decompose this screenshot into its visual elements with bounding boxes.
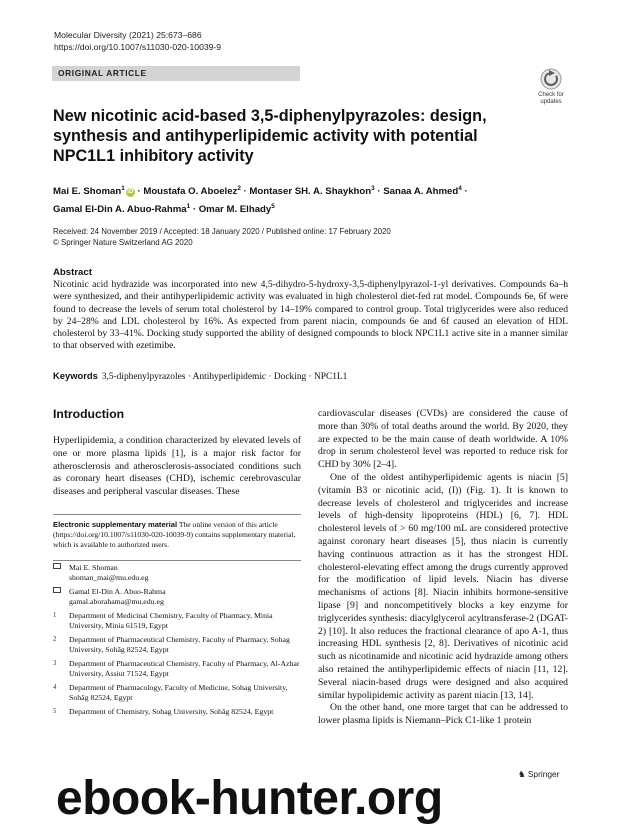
journal-header <box>54 29 221 53</box>
affiliation-entry <box>53 659 301 679</box>
author-affiliation-mark: 1 <box>121 185 125 192</box>
intro-column-right <box>318 408 568 728</box>
footnote-divider <box>53 514 301 515</box>
author-name[interactable]: Sanaa A. Ahmed <box>383 186 459 198</box>
keywords-text: 3,5-diphenylpyrazoles · Antihyperlipidemic · Docking · NPC1L1 <box>101 372 348 382</box>
author-name[interactable]: Omar M. Elhady <box>198 204 272 216</box>
springer-horse-icon: ♞ <box>518 768 526 779</box>
article-title: New nicotinic acid-based 3,5-diphenylpyrazoles: design, synthesis and antihyperlipidemic activity with potential NPC1L1 inhibitory activity <box>53 107 487 165</box>
supplementary-label: Electronic supplementary material <box>53 520 178 529</box>
intro-column-left <box>53 435 301 499</box>
intro-paragraph: cardiovascular diseases (CVDs) are considered the cause of more than 30% of total deaths around the world. By 2020, they are expected to be the main cause of death worldwide. A 10% drop in serum cholesterol level was reported to reduce risk for CHD by 30% [2–4]. <box>318 408 568 471</box>
author-name[interactable]: Mai E. Shoman <box>53 186 122 198</box>
author-separator: · <box>374 186 384 198</box>
keywords-line <box>53 370 568 383</box>
affiliation-entry <box>53 635 301 655</box>
intro-paragraph: Hyperlipidemia, a condition characterized by elevated levels of one or more plasma lipids [1], is a major risk factor for atherosclerosis and atherosclerosis-associated conditions such as coronary heart diseases (CHD), ischemic cerebrovascular diseases and peripheral vascular diseases. These <box>53 435 301 498</box>
contact-name: Mai E. Shoman <box>69 563 118 572</box>
contact-entry <box>53 563 301 583</box>
affiliation-text: Department of Pharmaceutical Chemistry, Faculty of Pharmacy, Al-Azhar University, Assiut 71524, Egypt <box>69 659 300 678</box>
author-list <box>53 181 563 217</box>
orcid-icon[interactable]: iD <box>127 189 134 196</box>
author-separator: · <box>240 186 250 198</box>
author-name[interactable]: Moustafa O. Aboelez <box>143 186 238 198</box>
abstract-heading: Abstract <box>53 267 92 278</box>
article-type-banner: ORIGINAL ARTICLE <box>52 66 300 81</box>
affiliation-entry <box>53 611 301 631</box>
affiliation-text: Department of Pharmacology, Faculty of Medicine, Sohag University, Sohâg 82524, Egypt <box>69 683 288 702</box>
watermark: ebook-hunter.org <box>56 772 443 825</box>
contact-email[interactable]: shoman_mai@mu.edu.eg <box>69 573 149 582</box>
author-affiliation-mark: 1 <box>186 203 191 211</box>
contact-name: Gamal El-Din A. Abuo-Rahma <box>69 587 166 596</box>
affiliation-entry <box>53 683 301 703</box>
supplementary-text: The online version of this article (https://doi.org/10.1007/s11030-020-10039-9) contains supplementary material, which is available to authorized users. <box>53 520 296 549</box>
affiliation-text: Department of Medicinal Chemistry, Faculty of Pharmacy, Minia University, Minia 61519, Egypt <box>69 611 273 630</box>
history-dates: Received: 24 November 2019 / Accepted: 18 January 2020 / Published online: 17 February 2020 <box>53 227 391 236</box>
envelope-icon <box>53 587 61 593</box>
supplementary-note <box>53 520 301 550</box>
affiliation-number: 1 <box>53 612 57 619</box>
publisher-mark <box>518 768 560 779</box>
keywords-label: Keywords <box>53 370 98 381</box>
publisher-name: Springer <box>527 768 560 779</box>
copyright-line: © Springer Nature Switzerland AG 2020 <box>53 238 193 247</box>
author-affiliation-mark: 2 <box>237 185 241 192</box>
contact-email[interactable]: gamal.aborahama@mu.edu.eg <box>69 597 164 606</box>
journal-citation: Molecular Diversity (2021) 25:673–686 <box>54 30 202 40</box>
publication-dates <box>53 226 391 248</box>
affiliation-number: 3 <box>53 660 57 667</box>
article-doi[interactable]: https://doi.org/10.1007/s11030-020-10039-9 <box>54 42 222 52</box>
author-affiliation-mark: 5 <box>271 203 275 211</box>
affiliation-entry <box>53 707 301 717</box>
affiliation-text: Department of Pharmaceutical Chemistry, Faculty of Pharmacy, Sohag University, Sohâg 82524, Egypt <box>69 635 290 654</box>
introduction-heading: Introduction <box>53 407 125 421</box>
affiliation-text: Department of Chemistry, Sohag University, Sohâg 82524, Egypt <box>69 707 274 716</box>
envelope-icon <box>53 563 61 569</box>
author-separator: · <box>461 186 468 198</box>
author-separator: · <box>134 186 144 198</box>
affiliations-block <box>53 563 301 721</box>
author-affiliation-mark: 3 <box>371 185 375 192</box>
contact-entry <box>53 587 301 607</box>
author-affiliation-mark: 4 <box>458 185 462 192</box>
intro-paragraph: One of the oldest antihyperlipidemic agents is niacin [5] (vitamin B3 or nicotinic acid, (I)) (Fig. 1). It is known to decrease levels of cholesterol and triglycerides and increase levels of high-density lipoproteins (HDL) [6, 7]. HDL cholesterol levels of > 60 mg/100 mL are considered protective against coronary heart diseases [5], thus niacin is currently having continuous attraction as it has the strongest HDL cholesterol-elevating effect among the drugs currently approved for the modification of lipid levels. Niacin has diverse mechanisms of actions [8]. Niacin inhibits hormone-sensitive lipase [9] and noncompetitively blocks a key enzyme for triglycerides synthesis: diacylglycerol acyltransferase-2 (DGAT-2) [10]. It also reduces the fractional clearance of apo A-1, thus increasing HDL synthesis [2, 8]. Derivatives of nicotinic acid such as nicotinamide and nicotinic acid hydrazide among others also retained the antihyperlipidemic effects of niacin [11, 12]. Several niacin-based drugs were designed and also acquired similar hypolipidemic activity as parent niacin [13, 14]. <box>318 471 568 701</box>
affiliations-divider <box>53 560 301 561</box>
affiliation-number: 4 <box>53 684 57 691</box>
affiliation-number: 2 <box>53 636 57 643</box>
affiliation-number: 5 <box>53 708 57 715</box>
author-name[interactable]: Gamal El-Din A. Abuo-Rahma <box>53 204 187 216</box>
author-name[interactable]: Montaser SH. A. Shaykhon <box>249 186 372 198</box>
check-for-updates-label[interactable]: Check for updates <box>538 92 564 105</box>
intro-paragraph: On the other hand, one more target that can be addressed to lower plasma lipids is Niemann–Pick C1-like 1 protein <box>318 702 568 727</box>
abstract-text: Nicotinic acid hydrazide was incorporated into new 4,5-dihydro-5-hydroxy-3,5-diphenylpyrazol-1-yl derivatives. Compounds 6a–h were synthesized, and their antihyperlipidemic activity was evaluated in high cholesterol diet-fed rat model. Compounds 6e, 6f were found to decrease the levels of serum total cholesterol by 14–19% compared to control group. Total triglycerides were also reduced by 24–28% and LDL cholesterol by 16%. As expected from parent niacin, compounds 6e and 6f caused an elevation of HDL cholesterol by 33–41%. Docking study supported the ability of designed compounds to block NPC1L1 active site in a manner similar to that observed with ezetimibe. <box>53 279 568 352</box>
author-separator: · <box>190 204 199 216</box>
